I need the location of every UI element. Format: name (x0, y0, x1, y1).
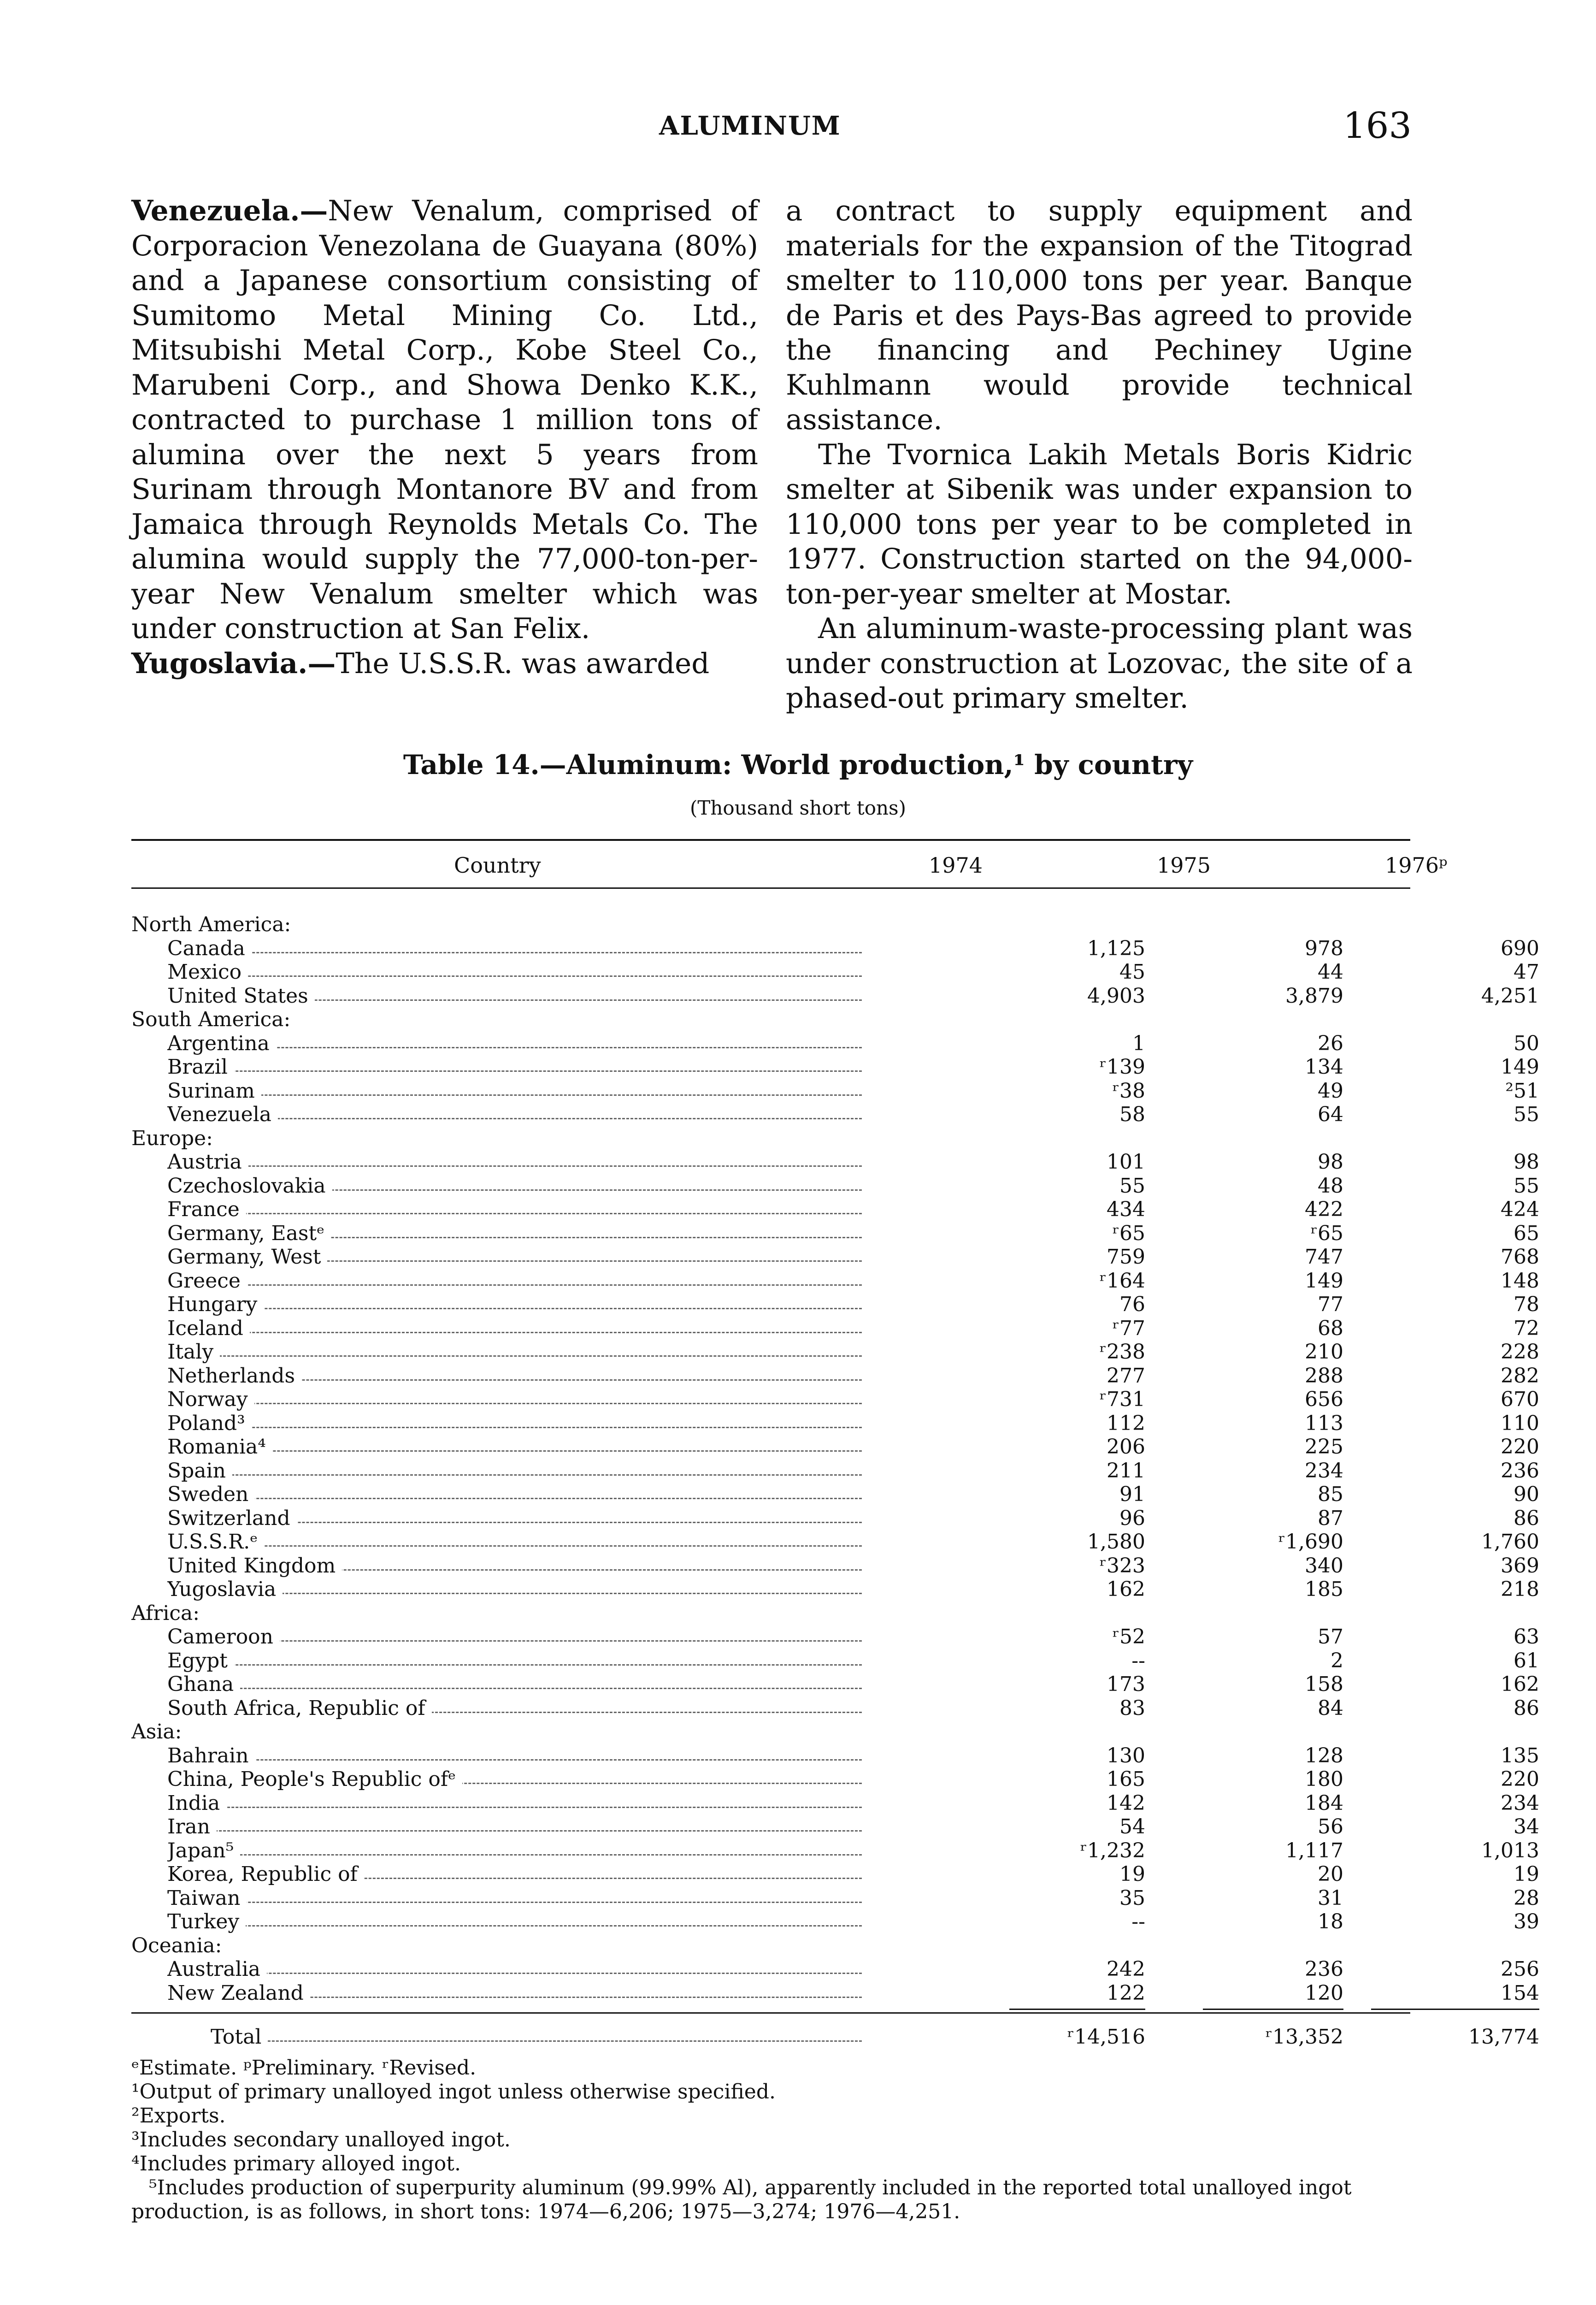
value-1974: ʳ1,232 (1080, 1838, 1145, 1862)
value-1976: 78 (1514, 1293, 1539, 1316)
table-row (131, 984, 1539, 1008)
total-label: Total (211, 2025, 268, 2049)
table-row (131, 1245, 1539, 1269)
value-1974: ʳ164 (1099, 1269, 1145, 1293)
leader-dots (186, 1094, 862, 1096)
leader-dots (186, 1450, 862, 1452)
value-1976: 148 (1501, 1269, 1539, 1293)
value-1975: 128 (1305, 1744, 1343, 1767)
value-1976: 34 (1514, 1815, 1539, 1838)
page-header (0, 105, 1596, 152)
value-1976: 228 (1501, 1340, 1539, 1364)
value-1976: 86 (1514, 1696, 1539, 1720)
table-row (131, 1221, 1539, 1246)
value-1976: 670 (1501, 1388, 1539, 1411)
country-name: South Africa, Republic of (167, 1696, 432, 1720)
table-row (131, 1862, 1539, 1886)
value-1974: 35 (1119, 1886, 1145, 1910)
value-1976: 19 (1514, 1862, 1539, 1886)
footnotes (131, 2056, 1426, 2224)
table-row (131, 1435, 1539, 1459)
value-1974: -- (1131, 1649, 1145, 1673)
value-1974: 434 (1107, 1198, 1145, 1221)
table-row (131, 960, 1539, 984)
country-name: Poland³ (167, 1412, 252, 1436)
value-1976: 72 (1514, 1316, 1539, 1340)
value-1974: 55 (1119, 1174, 1145, 1198)
value-1975: 210 (1305, 1340, 1343, 1364)
value-1974: 96 (1119, 1506, 1145, 1530)
country-name: Netherlands (167, 1364, 301, 1388)
table-row (131, 1103, 1539, 1127)
value-1976: 236 (1501, 1459, 1539, 1483)
value-1975: 180 (1305, 1767, 1343, 1791)
region-row (131, 1602, 1410, 1625)
table-row (131, 1649, 1539, 1673)
region-label: Africa: (131, 1601, 200, 1625)
header-1976: 1976ᵖ (1385, 853, 1448, 878)
table-row (131, 1055, 1539, 1079)
country-name: Venezuela (167, 1103, 278, 1127)
left-column (131, 194, 758, 681)
header-1974: 1974 (929, 853, 983, 878)
paragraph-lozovac: An aluminum-waste-processing plant was under construction at Lozovac, the site of a phased-out primary smelter. (786, 612, 1413, 715)
page-number: 163 (1343, 105, 1412, 147)
value-1976: 256 (1501, 1957, 1539, 1981)
sum-rule (1203, 2009, 1343, 2010)
value-1975: 2 (1331, 1649, 1343, 1673)
value-1975: 158 (1305, 1673, 1343, 1696)
table-row (131, 1767, 1539, 1791)
value-1975: 31 (1318, 1886, 1343, 1910)
region-row (131, 1934, 1410, 1958)
region-row (131, 1720, 1410, 1744)
table-bottom-rule (131, 2012, 1410, 2014)
value-1975: 84 (1318, 1696, 1343, 1720)
country-name: Turkey (167, 1910, 246, 1934)
table-row (131, 1673, 1539, 1696)
value-1974: 19 (1119, 1862, 1145, 1886)
value-1976: 55 (1514, 1174, 1539, 1198)
value-1974: ʳ52 (1112, 1625, 1145, 1649)
leader-dots (186, 1854, 862, 1856)
leader-dots (186, 1474, 862, 1476)
country-name: China, People's Republic ofᵉ (167, 1767, 462, 1791)
country-name: Cameroon (167, 1625, 280, 1649)
table-row (131, 1269, 1539, 1293)
value-1975: 113 (1305, 1411, 1343, 1435)
value-1976: 47 (1514, 960, 1539, 984)
table-row (131, 1838, 1539, 1863)
value-1974: 1,125 (1087, 936, 1145, 960)
leader-dots (186, 1070, 862, 1072)
country-name: France (167, 1198, 246, 1222)
table-row (131, 1079, 1539, 1103)
value-1974: ʳ139 (1099, 1055, 1145, 1079)
value-1974: ʳ77 (1112, 1316, 1145, 1340)
value-1974: 45 (1119, 960, 1145, 984)
value-1974: 91 (1119, 1483, 1145, 1506)
value-1975: 340 (1305, 1554, 1343, 1578)
value-1976: 61 (1514, 1649, 1539, 1673)
value-1975: 288 (1305, 1364, 1343, 1388)
value-1975: 77 (1318, 1293, 1343, 1316)
value-1975: 1,117 (1285, 1838, 1343, 1862)
table-row (131, 1815, 1539, 1839)
table-row (131, 1174, 1539, 1198)
value-1976: 110 (1501, 1411, 1539, 1435)
country-name: Switzerland (167, 1507, 297, 1531)
region-label: Oceania: (131, 1933, 222, 1957)
leader-dots (186, 975, 862, 977)
table-row (131, 1744, 1539, 1768)
heading-yugoslavia: Yugoslavia.— (131, 647, 336, 680)
value-1975: ʳ1,690 (1278, 1530, 1343, 1554)
paragraph-venezuela (131, 194, 758, 646)
region-label: North America: (131, 913, 291, 936)
country-name: Korea, Republic of (167, 1862, 364, 1886)
country-name: Germany, Eastᵉ (167, 1222, 331, 1246)
value-1975: 422 (1305, 1198, 1343, 1221)
country-name: Bahrain (167, 1744, 255, 1768)
table-row (131, 1625, 1539, 1649)
value-1975: 85 (1318, 1483, 1343, 1506)
table-row (131, 1506, 1539, 1531)
country-name: Hungary (167, 1293, 264, 1317)
table-row (131, 1031, 1539, 1056)
value-1974: 173 (1107, 1673, 1145, 1696)
value-1975: 68 (1318, 1316, 1343, 1340)
value-1976: 98 (1514, 1150, 1539, 1174)
country-name: Surinam (167, 1079, 261, 1103)
value-1976: 65 (1514, 1221, 1539, 1245)
value-1975: 184 (1305, 1791, 1343, 1815)
value-1975: 234 (1305, 1459, 1343, 1483)
country-name: Argentina (167, 1032, 276, 1056)
running-title: ALUMINUM (659, 111, 841, 141)
value-1976: 4,251 (1481, 984, 1539, 1008)
value-1975: 149 (1305, 1269, 1343, 1293)
country-name: Greece (167, 1269, 247, 1293)
country-name: Yugoslavia (167, 1578, 283, 1602)
value-1976: 28 (1514, 1886, 1539, 1910)
table-top-rule (131, 839, 1410, 841)
leader-dots (186, 1593, 862, 1594)
region-label: South America: (131, 1008, 291, 1031)
value-1974: 130 (1107, 1744, 1145, 1767)
country-name: Egypt (167, 1649, 234, 1673)
leader-dots (186, 1902, 862, 1903)
value-1974: 242 (1107, 1957, 1145, 1981)
value-1975: 747 (1305, 1245, 1343, 1269)
leader-dots (186, 1213, 862, 1214)
value-1976: 154 (1501, 1981, 1539, 2005)
table-row (131, 1554, 1539, 1578)
header-1975: 1975 (1157, 853, 1211, 878)
country-name: Austria (167, 1150, 248, 1174)
leader-dots (186, 952, 862, 953)
value-1974: 162 (1107, 1578, 1145, 1601)
table-row (131, 1981, 1539, 2005)
footnote-5: ⁵Includes production of superpurity aluminum (99.99% Al), apparently included in the reported total unalloyed ingot production, is as follows, in short tons: 1974—6,206; 1975—3,274; 1976—4,251. (131, 2176, 1352, 2223)
value-1974: 76 (1119, 1293, 1145, 1316)
table-row (131, 1293, 1539, 1317)
footnote-4: ⁴Includes primary alloyed ingot. (131, 2152, 461, 2175)
value-1974: 83 (1119, 1696, 1145, 1720)
value-1975: 20 (1318, 1862, 1343, 1886)
value-1976: 63 (1514, 1625, 1539, 1649)
value-1975: 18 (1318, 1910, 1343, 1933)
value-1974: 206 (1107, 1435, 1145, 1459)
value-1974: 101 (1107, 1150, 1145, 1174)
value-1976: 218 (1501, 1578, 1539, 1601)
table-row (131, 1388, 1539, 1412)
value-1975: 236 (1305, 1957, 1343, 1981)
value-1975: 656 (1305, 1388, 1343, 1411)
paragraph-sibenik: The Tvornica Lakih Metals Boris Kidric smelter at Sibenik was under expansion to 110,000 tons per year to be completed in 1977. Construction started on the 94,000-ton-per-year smelter at Mostar. (786, 438, 1413, 610)
heading-venezuela: Venezuela.— (131, 195, 328, 227)
table-row (131, 1459, 1539, 1483)
value-1976: 220 (1501, 1767, 1539, 1791)
value-1975: 120 (1305, 1981, 1343, 2005)
value-1975: 185 (1305, 1578, 1343, 1601)
total-row (131, 2025, 1539, 2049)
country-name: Brazil (167, 1055, 234, 1079)
table-title: Table 14.—Aluminum: World production,¹ by country (403, 749, 1193, 780)
country-name: United Kingdom (167, 1554, 342, 1578)
region-row (131, 1127, 1410, 1151)
value-1974: 211 (1107, 1459, 1145, 1483)
leader-dots (186, 1973, 862, 1974)
footnote-2: ²Exports. (131, 2104, 226, 2128)
leader-dots (186, 1284, 862, 1286)
value-1974: 58 (1119, 1103, 1145, 1126)
value-1975: 134 (1305, 1055, 1343, 1079)
table-row (131, 1150, 1539, 1174)
table-row (131, 1530, 1539, 1554)
country-name: Norway (167, 1388, 254, 1412)
sum-rule (1009, 2009, 1145, 2010)
value-1976: 369 (1501, 1554, 1539, 1578)
value-1976: 282 (1501, 1364, 1539, 1388)
value-1975: 98 (1318, 1150, 1343, 1174)
value-1975: 57 (1318, 1625, 1343, 1649)
country-name: Mexico (167, 960, 248, 984)
value-1976: 86 (1514, 1506, 1539, 1530)
country-name: United States (167, 984, 315, 1008)
value-1976: 55 (1514, 1103, 1539, 1126)
value-1974: 54 (1119, 1815, 1145, 1838)
value-1975: 3,879 (1285, 984, 1343, 1008)
value-1976: 1,760 (1481, 1530, 1539, 1554)
leader-dots (186, 1355, 862, 1357)
value-1975: 64 (1318, 1103, 1343, 1126)
leader-dots (186, 1807, 862, 1808)
table-row (131, 1696, 1539, 1720)
leader-dots (186, 1165, 862, 1167)
country-name: U.S.S.R.ᵉ (167, 1530, 264, 1554)
value-1974: 165 (1107, 1767, 1145, 1791)
table-units: (Thousand short tons) (689, 797, 906, 819)
region-label: Europe: (131, 1126, 213, 1150)
table-row (131, 1411, 1539, 1436)
footnote-1: ¹Output of primary unalloyed ingot unless otherwise specified. (131, 2080, 776, 2104)
table-row (131, 1910, 1539, 1934)
paragraph-titograd: a contract to supply equipment and materials for the expansion of the Titograd smelter to 110,000 tons per year. Banque de Paris et des Pays-Bas agreed to provide the financing and Pechiney Ugine Kuhlmann would provide technical assistance. (786, 195, 1413, 436)
region-row (131, 913, 1410, 937)
leader-dots (186, 1427, 862, 1428)
country-name: Germany, West (167, 1245, 327, 1269)
country-name: Japan⁵ (167, 1839, 240, 1863)
value-1976: 1,013 (1481, 1838, 1539, 1862)
value-1976: 135 (1501, 1744, 1539, 1767)
table-header-rule (131, 887, 1410, 889)
country-name: Spain (167, 1459, 232, 1483)
leader-dots (186, 1118, 862, 1119)
table-row (131, 1316, 1539, 1341)
value-1976: ²51 (1505, 1079, 1539, 1103)
table-row (131, 1483, 1539, 1507)
value-1976: 50 (1514, 1031, 1539, 1055)
value-1974: ʳ731 (1099, 1388, 1145, 1411)
value-1974: 1,580 (1087, 1530, 1145, 1554)
table-row (131, 1791, 1539, 1815)
leader-dots (186, 1925, 862, 1927)
value-1974: 759 (1107, 1245, 1145, 1269)
country-name: Canada (167, 937, 252, 961)
region-label: Asia: (131, 1720, 182, 1744)
country-name: Taiwan (167, 1886, 247, 1910)
country-name: Romania⁴ (167, 1435, 272, 1459)
value-1976: 162 (1501, 1673, 1539, 1696)
value-1974: 1 (1132, 1031, 1145, 1055)
value-1976: 768 (1501, 1245, 1539, 1269)
country-name: Sweden (167, 1483, 255, 1507)
value-1974: 112 (1107, 1411, 1145, 1435)
country-name: Ghana (167, 1673, 240, 1696)
leader-dots (186, 1688, 862, 1689)
value-1975: 978 (1305, 936, 1343, 960)
value-1974: ʳ38 (1112, 1079, 1145, 1103)
text-yugoslavia: The U.S.S.R. was awarded (336, 647, 710, 680)
leader-dots (186, 1664, 862, 1666)
leader-dots (186, 1545, 862, 1547)
value-1975: 44 (1318, 960, 1343, 984)
leader-dots (186, 1403, 862, 1404)
value-1974: ʳ238 (1099, 1340, 1145, 1364)
paragraph-yugoslavia (131, 646, 758, 681)
table-row (131, 936, 1539, 961)
leader-dots (186, 1498, 862, 1499)
value-1974: -- (1131, 1910, 1145, 1933)
value-1975: 48 (1318, 1174, 1343, 1198)
country-name: Czechoslovakia (167, 1174, 332, 1198)
table-body (131, 913, 1539, 2049)
total-1975: ʳ13,352 (1265, 2025, 1343, 2049)
value-1976: 220 (1501, 1435, 1539, 1459)
table-row (131, 1957, 1539, 1981)
value-1976: 39 (1514, 1910, 1539, 1933)
value-1976: 90 (1514, 1483, 1539, 1506)
country-name: Iceland (167, 1317, 250, 1341)
footnote-symbols: ᵉEstimate. ᵖPreliminary. ʳRevised. (131, 2056, 477, 2080)
header-country: Country (454, 853, 541, 878)
value-1974: 277 (1107, 1364, 1145, 1388)
value-1974: 142 (1107, 1791, 1145, 1815)
leader-dots (186, 1640, 862, 1642)
value-1976: 234 (1501, 1791, 1539, 1815)
value-1975: 87 (1318, 1506, 1343, 1530)
text-venezuela: New Venalum, comprised of Corporacion Venezolana de Guayana (80%) and a Japanese consortium consisting of Sumitomo Metal Mining Co. Ltd., Mitsubishi Metal Corp., Kobe Steel Co., Marubeni Corp., and Showa Denko K.K., contracted to purchase 1 million tons of alumina over the next 5 years from Surinam through Montanore BV and from Jamaica through Reynolds Metals Co. The alumina would supply the 77,000-ton-per-year New Venalum smelter which was under construction at San Felix. (131, 195, 758, 645)
leader-dots (186, 1308, 862, 1309)
value-1975: ʳ65 (1310, 1221, 1343, 1245)
table-row (131, 1198, 1539, 1222)
total-1974: ʳ14,516 (1067, 2025, 1145, 2049)
region-row (131, 1008, 1410, 1032)
value-1975: 56 (1318, 1815, 1343, 1838)
value-1976: 149 (1501, 1055, 1539, 1079)
leader-dots (186, 1332, 862, 1333)
value-1974: ʳ65 (1112, 1221, 1145, 1245)
value-1975: 225 (1305, 1435, 1343, 1459)
sum-rule (1371, 2009, 1539, 2010)
leader-dots (251, 2040, 862, 2042)
value-1974: 122 (1107, 1981, 1145, 2005)
country-name: Australia (167, 1957, 267, 1981)
value-1975: 49 (1318, 1079, 1343, 1103)
country-name: New Zealand (167, 1981, 310, 2005)
footnote-3: ³Includes secondary unalloyed ingot. (131, 2128, 511, 2151)
table-row (131, 1578, 1539, 1602)
value-1976: 690 (1501, 936, 1539, 960)
right-column (786, 194, 1413, 716)
leader-dots (186, 1830, 862, 1832)
country-name: Iran (167, 1815, 217, 1839)
leader-dots (186, 1047, 862, 1048)
value-1974: ʳ323 (1099, 1554, 1145, 1578)
leader-dots (186, 1759, 862, 1761)
country-name: India (167, 1791, 226, 1815)
country-name: Italy (167, 1340, 220, 1364)
value-1974: 4,903 (1087, 984, 1145, 1008)
table-row (131, 1340, 1539, 1364)
table-row (131, 1364, 1539, 1388)
value-1975: 26 (1318, 1031, 1343, 1055)
value-1976: 424 (1501, 1198, 1539, 1221)
total-1976: 13,774 (1468, 2025, 1539, 2049)
table-row (131, 1886, 1539, 1910)
